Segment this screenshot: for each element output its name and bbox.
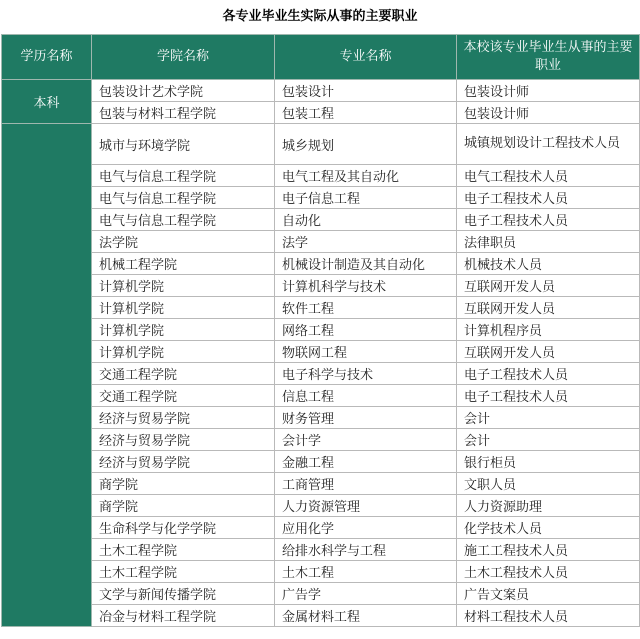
- header-college: 学院名称: [92, 35, 275, 80]
- table-row: [2, 253, 640, 275]
- occupation-cell: 互联网开发人员: [457, 297, 640, 319]
- table-row: [2, 102, 640, 124]
- occupation-cell: 电子工程技术人员: [457, 363, 640, 385]
- college-cell: 生命科学与化学学院: [92, 517, 275, 539]
- table-row: [2, 231, 640, 253]
- occupation-cell: 电子工程技术人员: [457, 187, 640, 209]
- major-cell: 包装设计: [275, 80, 457, 102]
- table-row: [2, 407, 640, 429]
- table-row: [2, 583, 640, 605]
- table-row: [2, 297, 640, 319]
- major-cell: 电气工程及其自动化: [275, 165, 457, 187]
- table-row: [2, 605, 640, 627]
- college-cell: 土木工程学院: [92, 539, 275, 561]
- major-cell: 财务管理: [275, 407, 457, 429]
- table-row: [2, 451, 640, 473]
- occupation-cell: 电气工程技术人员: [457, 165, 640, 187]
- occupation-cell: 包装设计师: [457, 102, 640, 124]
- table-row: [2, 517, 640, 539]
- college-cell: 经济与贸易学院: [92, 407, 275, 429]
- college-cell: 冶金与材料工程学院: [92, 605, 275, 627]
- major-cell: 金融工程: [275, 451, 457, 473]
- college-cell: 电气与信息工程学院: [92, 187, 275, 209]
- table-row: [2, 80, 640, 102]
- occupation-cell: 银行柜员: [457, 451, 640, 473]
- college-cell: 文学与新闻传播学院: [92, 583, 275, 605]
- occupation-cell: 土木工程技术人员: [457, 561, 640, 583]
- major-cell: 网络工程: [275, 319, 457, 341]
- page-title: 各专业毕业生实际从事的主要职业: [222, 9, 418, 24]
- table-row: [2, 341, 640, 363]
- occupation-cell: 电子工程技术人员: [457, 209, 640, 231]
- occupation-cell: 施工工程技术人员: [457, 539, 640, 561]
- table-row: [2, 495, 640, 517]
- table-row: [2, 124, 640, 165]
- major-cell: 包装工程: [275, 102, 457, 124]
- college-cell: 经济与贸易学院: [92, 429, 275, 451]
- major-cell: 信息工程: [275, 385, 457, 407]
- college-cell: 交通工程学院: [92, 385, 275, 407]
- major-cell: 机械设计制造及其自动化: [275, 253, 457, 275]
- occupation-cell: 化学技术人员: [457, 517, 640, 539]
- table-row: [2, 319, 640, 341]
- occupation-cell: 互联网开发人员: [457, 275, 640, 297]
- college-cell: 计算机学院: [92, 297, 275, 319]
- major-cell: 给排水科学与工程: [275, 539, 457, 561]
- college-cell: 商学院: [92, 473, 275, 495]
- table-row: [2, 165, 640, 187]
- college-cell: 包装设计艺术学院: [92, 80, 275, 102]
- table-body: [2, 80, 640, 627]
- occupation-cell: 法律职员: [457, 231, 640, 253]
- major-cell: 人力资源管理: [275, 495, 457, 517]
- college-cell: 计算机学院: [92, 341, 275, 363]
- table-row: [2, 363, 640, 385]
- college-cell: 电气与信息工程学院: [92, 165, 275, 187]
- college-cell: 交通工程学院: [92, 363, 275, 385]
- occupation-cell: 材料工程技术人员: [457, 605, 640, 627]
- table-row: [2, 539, 640, 561]
- header-major: 专业名称: [275, 35, 457, 80]
- major-cell: 软件工程: [275, 297, 457, 319]
- occupation-cell: 包装设计师: [457, 80, 640, 102]
- major-cell: 会计学: [275, 429, 457, 451]
- college-cell: 机械工程学院: [92, 253, 275, 275]
- college-cell: 计算机学院: [92, 319, 275, 341]
- major-cell: 城乡规划: [275, 124, 457, 165]
- major-cell: 工商管理: [275, 473, 457, 495]
- header-occupation: 本校该专业毕业生从事的主要职业: [457, 35, 640, 80]
- occupation-cell: 互联网开发人员: [457, 341, 640, 363]
- degree-cell-undergrad: 本科: [2, 80, 92, 124]
- major-cell: 电子科学与技术: [275, 363, 457, 385]
- table-header-row: [2, 35, 640, 80]
- college-cell: 城市与环境学院: [92, 124, 275, 165]
- college-cell: 土木工程学院: [92, 561, 275, 583]
- occupation-table: [1, 34, 640, 627]
- college-cell: 电气与信息工程学院: [92, 209, 275, 231]
- college-cell: 包装与材料工程学院: [92, 102, 275, 124]
- table-row: [2, 385, 640, 407]
- occupation-cell: 电子工程技术人员: [457, 385, 640, 407]
- college-cell: 经济与贸易学院: [92, 451, 275, 473]
- header-degree: 学历名称: [2, 35, 92, 80]
- occupation-cell: 广告文案员: [457, 583, 640, 605]
- table-row: [2, 209, 640, 231]
- major-cell: 广告学: [275, 583, 457, 605]
- table-row: [2, 187, 640, 209]
- table-row: [2, 473, 640, 495]
- table-row: [2, 429, 640, 451]
- college-cell: 商学院: [92, 495, 275, 517]
- degree-cell-continued: [2, 124, 92, 627]
- table-row: [2, 561, 640, 583]
- major-cell: 计算机科学与技术: [275, 275, 457, 297]
- occupation-cell: 会计: [457, 429, 640, 451]
- major-cell: 应用化学: [275, 517, 457, 539]
- occupation-cell: 机械技术人员: [457, 253, 640, 275]
- college-cell: 计算机学院: [92, 275, 275, 297]
- college-cell: 法学院: [92, 231, 275, 253]
- major-cell: 电子信息工程: [275, 187, 457, 209]
- major-cell: 土木工程: [275, 561, 457, 583]
- occupation-cell: 人力资源助理: [457, 495, 640, 517]
- major-cell: 法学: [275, 231, 457, 253]
- occupation-cell: 城镇规划设计工程技术人员: [457, 124, 640, 165]
- occupation-cell: 计算机程序员: [457, 319, 640, 341]
- occupation-cell: 文职人员: [457, 473, 640, 495]
- major-cell: 自动化: [275, 209, 457, 231]
- occupation-cell: 会计: [457, 407, 640, 429]
- major-cell: 物联网工程: [275, 341, 457, 363]
- table-row: [2, 275, 640, 297]
- major-cell: 金属材料工程: [275, 605, 457, 627]
